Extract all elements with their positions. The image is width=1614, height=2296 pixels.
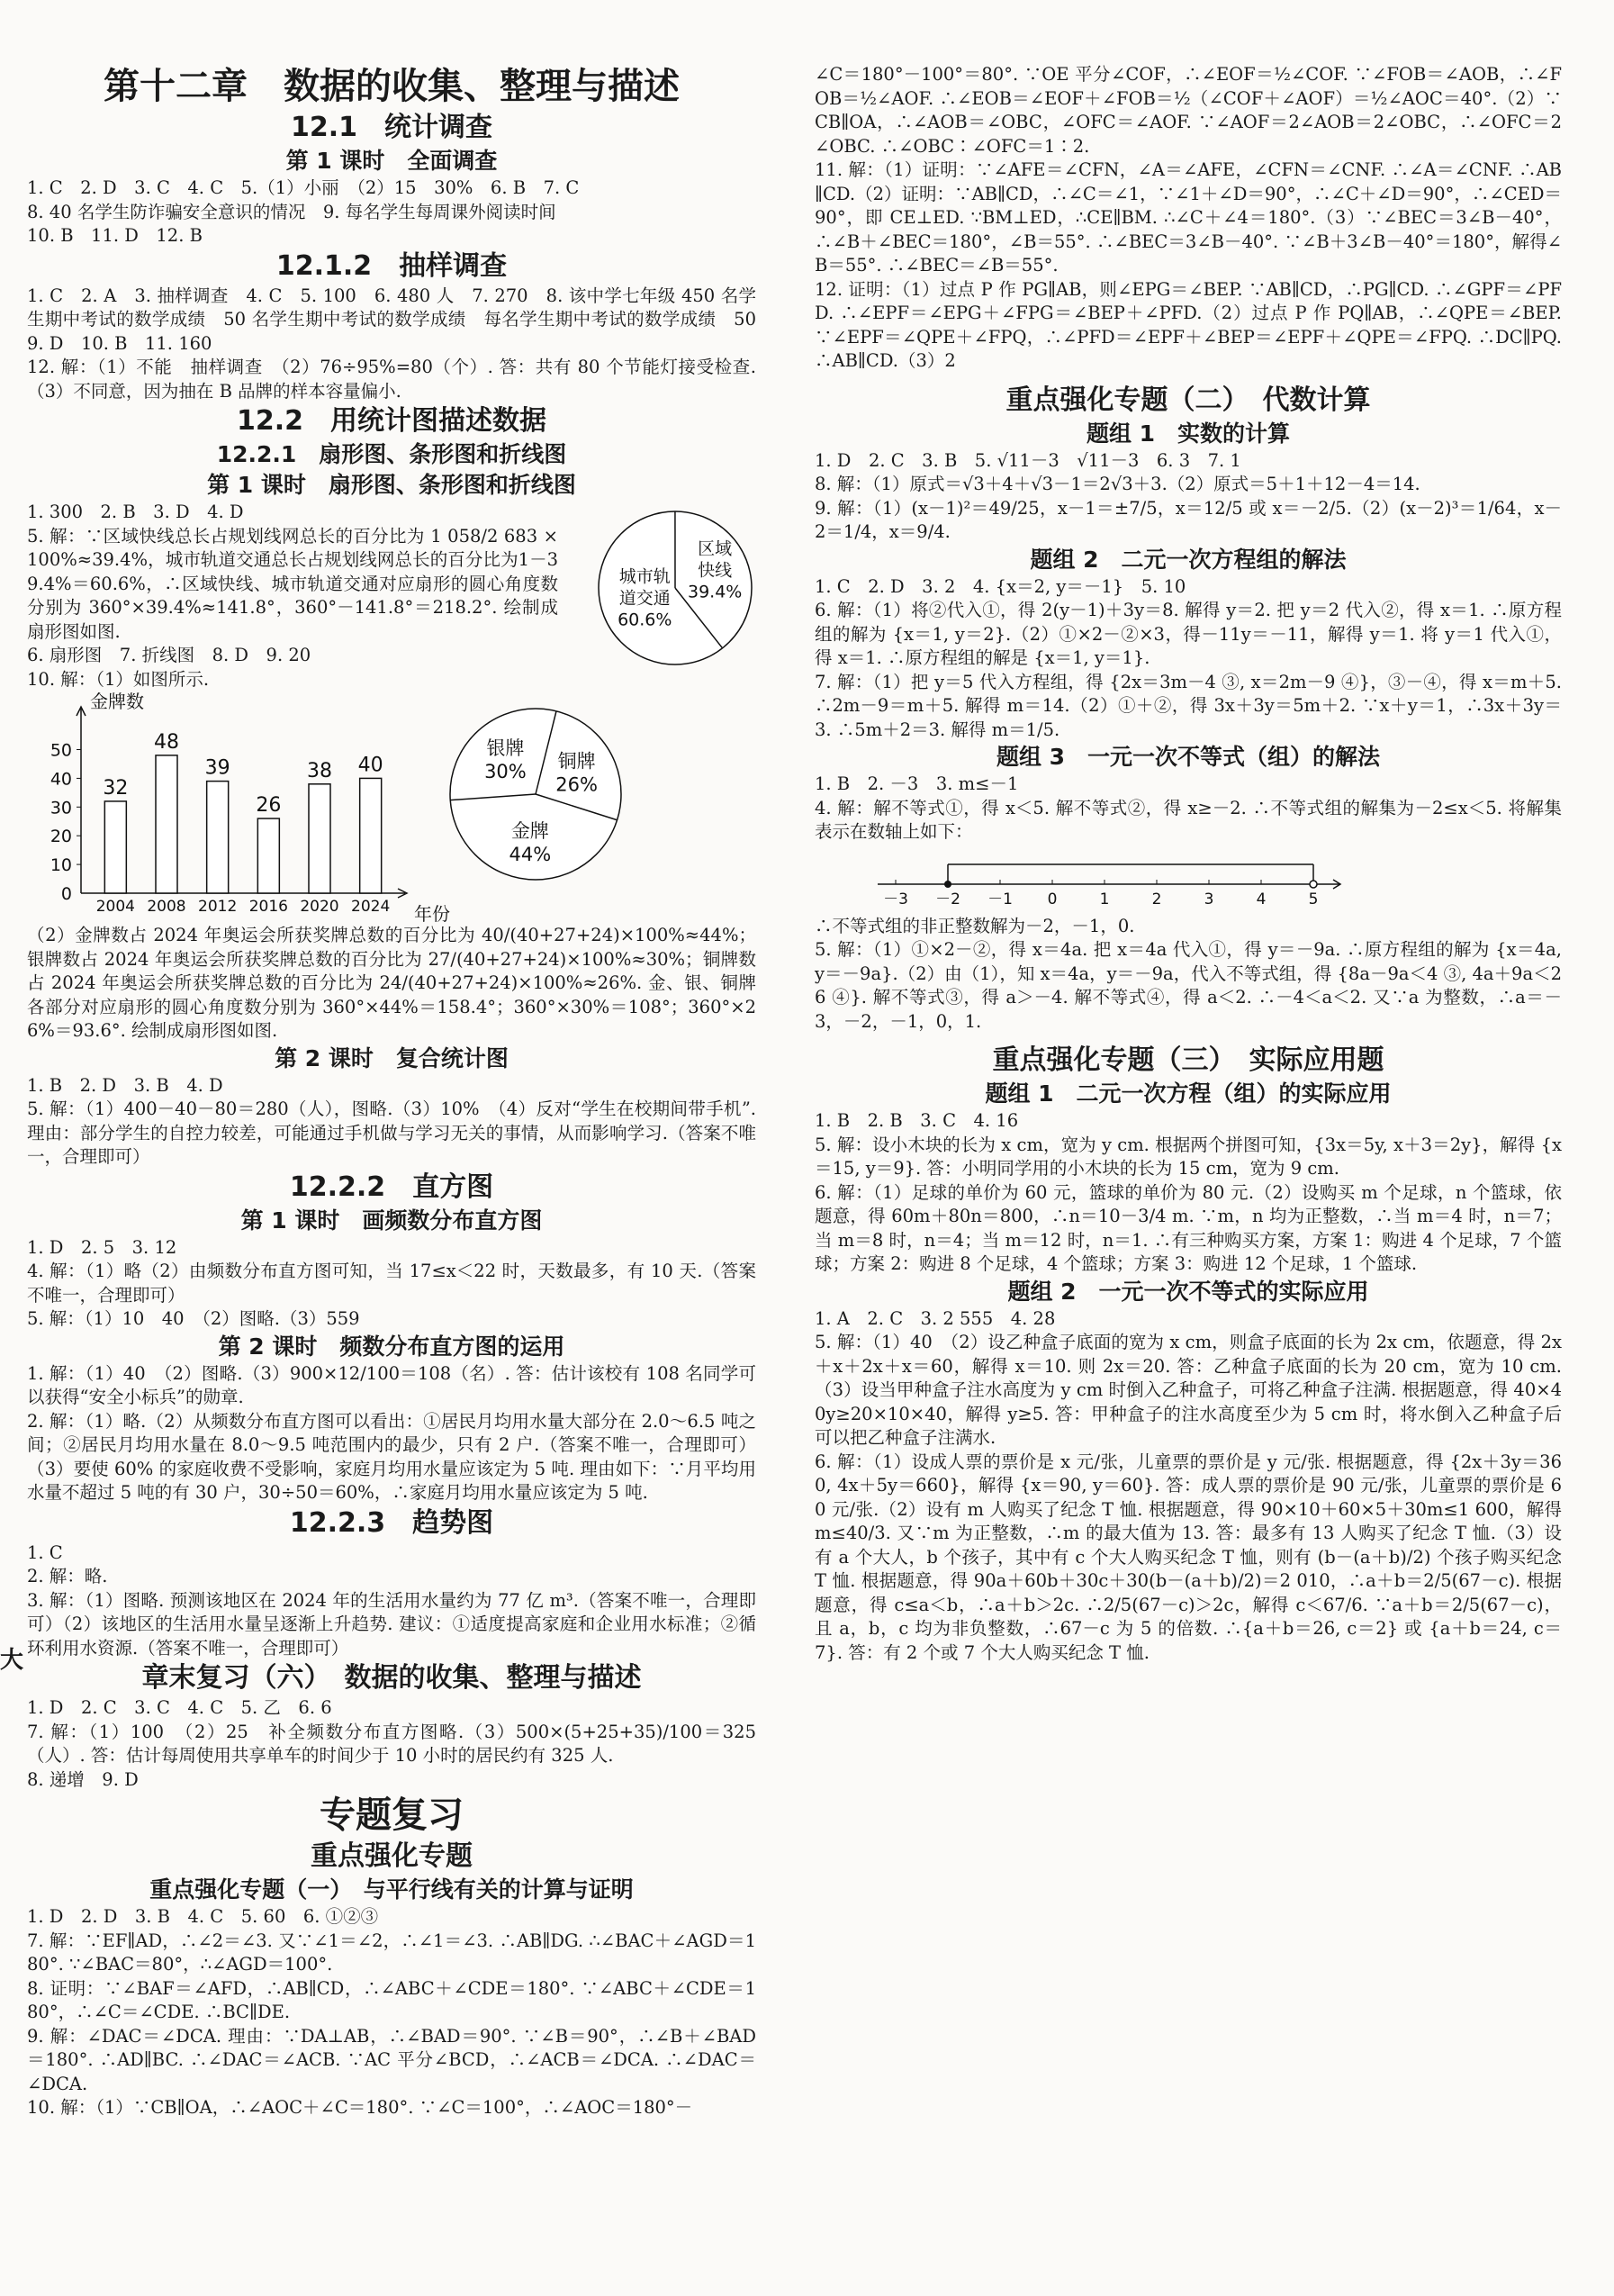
section-12-2: 12.2 用统计图描述数据 (236, 405, 547, 437)
pie-chart-medals (437, 704, 644, 884)
number-line-tick-label: －1 (987, 890, 1013, 908)
pie-slice-label: 城市轨 (618, 566, 671, 587)
group-heading: 题组 2 一元一次不等式的实际应用 (1007, 1278, 1369, 1305)
answer-line: 9. 解：∠DAC＝∠DCA. 理由：∵DA⊥AB，∴∠BAD＝90°. ∵∠B＝90°，∴∠B＋∠BAD＝180°. ∴AD∥BC. ∴∠DAC＝∠ACB. ∵AC 平分∠BCD，∴∠ACB＝∠DCA. ∴∠DAC＝∠DCA. (27, 2025, 756, 2094)
answer-line: 4. 解：（1）略（2）由频数分布直方图可知，当 17≤x＜22 时，天数最多，有 10 天.（答案不唯一，合理即可） (27, 1261, 756, 1306)
lesson-heading: 第 1 课时 扇形图、条形图和折线图 (207, 472, 576, 498)
y-tick-label: 40 (50, 769, 72, 790)
answer-line: 8. 解：（1）原式＝√3＋4＋√3－1＝2√3＋3.（2）原式＝5＋1＋12－4＝14. (815, 474, 1420, 494)
bar-value-label: 38 (307, 759, 332, 782)
number-line-tick-label: 4 (1256, 890, 1267, 908)
x-tick-label: 2024 (351, 898, 391, 916)
answer-line: ∴不等式组的非正整数解为－2，－1，0. (815, 915, 1135, 936)
answer-line: 5. 解：（1）10 40 （2）图略.（3）559 (27, 1308, 360, 1329)
answer-line: 1. 300 2. B 3. D 4. D (27, 502, 244, 522)
answer-line: 8. 40 名学生防诈骗安全意识的情况 9. 每名学生每周课外阅读时间 (27, 201, 556, 222)
bar (309, 784, 330, 893)
medal-figures (27, 691, 756, 925)
side-mark: 大 (0, 1647, 24, 1674)
group-heading: 题组 1 实数的计算 (1086, 420, 1291, 447)
right-column (815, 63, 1562, 1665)
answer-line: 1. C 2. A 3. 抽样调查 4. C 5. 100 6. 480 人 7. 270 8. 该中学七年级 450 名学生期中考试的数学成绩 50 名学生期中考试的数学成绩 每名学生期中考试的数学成绩 50 9. D 10. B 11. 160 (27, 285, 774, 354)
topic-review-subtitle: 重点强化专题 (311, 1840, 473, 1872)
topic-1-title: 重点强化专题（一） 与平行线有关的计算与证明 (149, 1876, 634, 1903)
answer-line: 1. C (27, 1541, 63, 1563)
bar (156, 755, 177, 893)
section-12-2-1: 12.2.1 扇形图、条形图和折线图 (216, 441, 567, 467)
answer-line: 5. 解：（1）①×2－②，得 x＝4a. 把 x＝4a 代入①，得 y＝－9a. ∴原方程组的解为 {x＝4a, y＝－9a}.（2）由（1），知 x＝4a，y＝－9a，代入不等式组，得 {8a－9a＜4 ③, 4a＋9a＜26 ④}. 解不等式③，得 a＞－4. 解不等式④，得 a＜2. ∴－4＜a＜2. 又∵a 为整数，∴a＝－3，－2，－1，0，1. (815, 939, 1563, 1032)
bar (257, 818, 279, 893)
chapter-title: 第十二章 数据的收集、整理与描述 (104, 66, 680, 107)
bar-chart-gold-medals (27, 691, 450, 925)
pie-slice-value: 39.4% (687, 582, 743, 602)
section-12-2-3: 12.2.3 趋势图 (289, 1506, 494, 1539)
y-tick-label: 30 (50, 798, 72, 818)
x-tick-label: 2008 (147, 898, 186, 916)
pie-slice-value: 60.6% (618, 610, 672, 630)
answer-line: 6. 扇形图 7. 折线图 8. D 9. 20 (27, 645, 311, 665)
answer-line: （2）金牌数占 2024 年奥运会所获奖牌总数的百分比为 40/(40+27+24)×100%≈44%；银牌数占 2024 年奥运会所获奖牌总数的百分比为 27/(40+27+24)×100%≈30%；铜牌数占 2024 年奥运会所获奖牌总数的百分比为 24/(40+27+24)×100%≈26%. 金、银、铜牌各部分对应扇形的圆心角度数分别为 360°×44%＝158.4°；360°×30%＝108°；360°×26%＝93.6°. 绘制成扇形图如图. (27, 925, 756, 1041)
answer-line: 2. 解：略. (27, 1566, 108, 1586)
x-axis-label: 年份 (414, 903, 450, 925)
bar (104, 801, 126, 893)
answer-line: 3. 解：（1）图略. 预测该地区在 2024 年的生活用水量约为 77 亿 m³.（答案不唯一，合理即可）（2）该地区的生活用水量呈逐渐上升趋势. 建议：①适度提高家庭和企业用水标准；②循环利用水资源.（答案不唯一，合理即可） (27, 1589, 756, 1659)
answer-line: 5. 解：∵区域快线总长占规划线网总长的百分比为 1 058/2 683 ×100%≈39.4%，城市轨道交通总长占规划线网总长的百分比为1－39.4%＝60.6%，∴区域快线、城市轨道交通对应扇形的圆心角度数分别为 360°×39.4%≈141.8°，360°－141.8°＝218.2°. 绘制成扇形图如图. (27, 525, 558, 642)
answer-line: 4. 解：解不等式①，得 x＜5. 解不等式②，得 x≥－2. ∴不等式组的解集为－2≤x＜5. 将解集表示在数轴上如下： (815, 797, 1562, 842)
answer-line: 1. B 2. B 3. C 4. 16 (815, 1110, 1019, 1131)
answer-line: 5. 解：（1）40 （2）设乙种盒子底面的宽为 x cm，则盒子底面的长为 2x cm，依题意，得 2x＋x＋2x＋x＝60，解得 x＝10. 则 2x＝20. 答：乙种盒子底面的长为 20 cm，宽为 10 cm.（3）设当甲种盒子注水高度为 y cm 时倒入乙种盒子，可将乙种盒子注满. 根据题意，得 40×40y≥20×10×40，解得 y≥5. 答：甲种盒子的注水高度至少为 5 cm 时，将水倒入乙种盒子后可以把乙种盒子注满水. (815, 1332, 1562, 1448)
chapter-review-title: 章末复习（六） 数据的收集、整理与描述 (141, 1662, 642, 1694)
x-tick-label: 2020 (300, 898, 339, 916)
pie-chart-transit (594, 507, 756, 669)
bar-value-label: 32 (103, 776, 129, 800)
bar-value-label: 40 (357, 754, 383, 777)
pie-slice-label: 银牌 (486, 737, 525, 759)
answer-line: 5. 解：设小木块的长为 x cm，宽为 y cm. 根据两个拼图可知，{3x＝5y, x＋3＝2y}，解得 {x＝15, y＝9}. 答：小明同学用的小木块的长为 15 cm，宽为 9 cm. (815, 1134, 1562, 1179)
open-endpoint (1310, 881, 1317, 888)
answer-line: 1. C 2. D 3. 2 4. {x＝2, y＝－1} 5. 10 (815, 575, 1186, 597)
group-heading: 题组 2 二元一次方程组的解法 (1030, 546, 1347, 573)
pie-slice-value: 44% (509, 843, 552, 865)
answer-line: 1. B 2. －3 3. m≤－1 (815, 773, 1019, 794)
x-tick-label: 2004 (95, 898, 135, 916)
lesson-heading: 第 2 课时 复合统计图 (275, 1044, 509, 1071)
section-12-1-2: 12.1.2 抽样调查 (275, 249, 508, 282)
y-tick-label: 10 (50, 855, 72, 876)
closed-endpoint (944, 881, 951, 888)
answer-line: 7. 解：（1）100 （2）25 补全频数分布直方图略.（3）500×(5+25+35)/100＝325（人）. 答：估计每周使用共享单车的时间少于 10 小时的居民约有 325 人. (27, 1721, 756, 1766)
answer-line: ∠C＝180°－100°＝80°. ∵OE 平分∠COF，∴∠EOF＝½∠COF. ∵∠FOB＝∠AOB，∴∠FOB＝½∠AOF. ∴∠EOB＝∠EOF＋∠FOB＝½（∠COF＋∠AOF）＝½∠AOC＝40°.（2）∵CB∥OA，∴∠AOB＝∠OBC，∠OFC＝∠AOF. ∵∠AOF＝2∠AOB＝2∠OBC，∴∠OFC＝2∠OBC. ∴∠OBC∶∠OFC＝1∶2. (815, 64, 1562, 157)
answer-line: 6. 解：（1）将②代入①，得 2(y－1)＋3y＝8. 解得 y＝2. 把 y＝2 代入②，得 x＝1. ∴原方程组的解为 {x＝1, y＝2}.（2）①×2－②×3，得－11y＝－11，解得 y＝1. 将 y＝1 代入①，得 x＝1. ∴原方程组的解是 {x＝1, y＝1}. (815, 600, 1562, 668)
topic-2-title: 重点强化专题（二） 代数计算 (1005, 384, 1371, 416)
y-tick-label: 20 (50, 827, 72, 847)
x-tick-label: 2012 (198, 898, 238, 916)
group-heading: 题组 1 二元一次方程（组）的实际应用 (985, 1080, 1392, 1107)
answer-line: 1. B 2. D 3. B 4. D (27, 1074, 223, 1096)
answer-line: 2. 解：（1）略.（2）从频数分布直方图可以看出：①居民月均用水量大部分在 2.0～6.5 吨之间；②居民月均用水量在 8.0～9.5 吨范围内的最少，只有 2 户.（答案不唯一，合理即可）（3）要使 60% 的家庭收费不受影响，家庭月均用水量应该定为 5 吨. 理由如下：∵月平均用水量不超过 5 吨的有 30 户，30÷50＝60%，∴家庭月均用水量应该定为 5 吨. (27, 1410, 756, 1503)
y-tick-label: 50 (50, 740, 72, 761)
answer-line: 7. 解：（1）把 y＝5 代入方程组，得 {2x＝3m－4 ③, x＝2m－9 ④}，③－④，得 x＝m＋5. ∴2m－9＝m＋5. 解得 m＝14.（2）①＋②，得 3x＋3y＝5m＋2. ∵x＋y＝1，∴3x＋3y＝3. ∴5m＋2＝3. 解得 m＝1/5. (815, 671, 1562, 740)
number-line-tick-label: 3 (1204, 890, 1214, 908)
number-line-tick-label: 0 (1047, 890, 1058, 908)
section-12-1: 12.1 统计调查 (290, 112, 493, 143)
number-line-figure (815, 848, 1562, 911)
bar (360, 778, 382, 893)
answer-line: 1. C 2. D 3. C 4. C 5.（1）小丽 （2）15 30% 6. B 7. C (27, 177, 580, 198)
pie-slice-value: 26% (555, 773, 598, 796)
answer-line: 1. D 2. C 3. B 5. √11－3 √11－3 6. 3 7. 1 (815, 449, 1241, 471)
lesson-heading: 第 2 课时 频数分布直方图的运用 (218, 1333, 565, 1360)
answer-line: 12. 证明：（1）过点 P 作 PG∥AB，则∠EPG＝∠BEP. ∵AB∥CD，∴PG∥CD. ∴∠GPF＝∠PFD. ∴∠EPF＝∠EPG＋∠FPG＝∠BEP＋∠PFD.（2）过点 P 作 PQ∥AB，∴∠QPE＝∠BEP. ∵∠EPF＝∠QPE＋∠FPQ，∴∠PFD＝∠EPF＋∠BEP＝∠EPF＋∠QPE＝∠FPQ. ∴DC∥PQ. ∴AB∥CD.（3）2 (815, 278, 1562, 371)
topic-3-title: 重点强化专题（三） 实际应用题 (992, 1044, 1384, 1076)
bar-value-label: 39 (204, 756, 230, 780)
bar-value-label: 26 (256, 794, 282, 818)
number-line-tick-label: 2 (1151, 890, 1162, 908)
number-line-tick-label: 5 (1308, 890, 1319, 908)
answer-line: 1. A 2. C 3. 2 555 4. 28 (815, 1307, 1056, 1329)
pie-slice-label: 金牌 (510, 819, 549, 842)
answer-line: 8. 证明：∵∠BAF＝∠AFD，∴AB∥CD，∴∠ABC＋∠CDE＝180°. ∵∠ABC＋∠CDE＝180°，∴∠C＝∠CDE. ∴BC∥DE. (27, 1977, 756, 2022)
answer-line: 10. 解：（1）∵CB∥OA，∴∠AOC＋∠C＝180°. ∵∠C＝100°，∴∠AOC＝180°－ (27, 2097, 693, 2118)
answer-line: 1. 解：（1）40 （2）图略.（3）900×12/100＝108（名）. 答：估计该校有 108 名同学可以获得“安全小标兵”的勋章. (27, 1362, 756, 1407)
left-column (27, 63, 774, 2120)
number-line (869, 848, 1409, 911)
answer-line: 7. 解：∵EF∥AD，∴∠2＝∠3. 又∵∠1＝∠2，∴∠1＝∠3. ∴AB∥DG. ∴∠BAC＋∠AGD＝180°. ∵∠BAC＝80°，∴∠AGD＝100°. (27, 1930, 756, 1975)
answer-line: 12. 解：（1）不能 抽样调查 （2）76÷95%=80（个）. 答：共有 80 个节能灯接受检查.（3）不同意，因为抽在 B 品牌的样本容量偏小. (27, 357, 756, 402)
lesson-heading: 第 1 课时 画频数分布直方图 (240, 1207, 543, 1234)
answer-line: 6. 解：（1）足球的单价为 60 元，篮球的单价为 80 元.（2）设购买 m 个足球，n 个篮球，依题意，得 60m＋80n＝800，∴n＝10－3/4 m. ∵m，n 均为正整数，∴当 m＝4 时，n＝7；当 m＝8 时，n＝4；当 m＝12 时，n＝1. ∴有三种购买方案，方案 1：购进 4 个足球，7 个篮球；方案 2：购进 8 个足球，4 个篮球；方案 3：购进 12 个足球，1 个篮球. (815, 1181, 1562, 1274)
answer-line: 11. 解：（1）证明：∵∠AFE＝∠CFN，∠A＝∠AFE，∠CFN＝∠CNF. ∴∠A＝∠CNF. ∴AB∥CD.（2）证明：∵AB∥CD，∴∠C＝∠1，∵∠1＋∠D＝90°，∴∠C＋∠D＝90°，∴∠CED＝90°，即 CE⊥ED. ∵BM⊥ED，∴CE∥BM. ∴∠C＋∠4＝180°.（3）∵∠BEC＝3∠B－40°，∴∠B＋∠BEC＝180°，∠B＝55°. ∴∠BEC＝3∠B－40°. ∵∠B＋3∠B－40°＝180°，解得∠B＝55°. ∴∠BEC＝∠B＝55°. (815, 159, 1562, 276)
y-axis-label: 金牌数 (90, 691, 144, 712)
answer-line: 8. 递增 9. D (27, 1768, 139, 1790)
y-tick-label: 0 (60, 884, 72, 904)
bar (207, 782, 229, 893)
answer-line: 1. D 2. D 3. B 4. C 5. 60 6. ①②③ (27, 1906, 379, 1927)
answer-line: 1. D 2. C 3. C 4. C 5. 乙 6. 6 (27, 1697, 332, 1718)
number-line-tick-label: －2 (935, 890, 960, 908)
answer-line: 10. 解：（1）如图所示. (27, 668, 210, 690)
topic-review-title: 专题复习 (320, 1794, 464, 1836)
pie-slice-label: 铜牌 (557, 750, 596, 773)
number-line-tick-label: －3 (883, 890, 908, 908)
answer-line: 5. 解：（1）400－40－80＝280（人），图略.（3）10% （4）反对“学生在校期间带手机”. 理由：部分学生的自控力较差，可能通过手机做与学习无关的事情，从而影响学习.（答案不唯一，合理即可） (27, 1098, 756, 1167)
answer-line: 1. D 2. 5 3. 12 (27, 1236, 177, 1258)
answer-line: 9. 解：（1）(x－1)²＝49/25，x－1＝±7/5，x＝12/5 或 x＝－2/5.（2）(x－2)³＝1/64，x－2＝1/4，x＝9/4. (815, 497, 1563, 542)
answer-line: 6. 解：（1）设成人票的票价是 x 元/张，儿童票的票价是 y 元/张. 根据题意，得 {2x＋3y＝360, 4x＋5y＝660}，解得 {x＝90, y＝60}. 答：成人票的票价是 90 元/张，儿童票的票价是 60 元/张.（2）设有 m 人购买了纪念 T 恤. 根据题意，得 90×10＋60×5＋30m≤1 600，解得 m≤40/3. 又∵m 为正整数，∴m 的最大值为 13. 答：最多有 13 人购买了纪念 T 恤.（3）设有 a 个大人，b 个孩子，其中有 c 个大人购买纪念 T 恤，则有 (b－(a＋b)/2) 个孩子购买纪念 T 恤. 根据题意，得 90a＋60b＋30c＋30(b－(a＋b)/2)＝2 010，∴a＋b＝2/5(67－c). 根据题意，得 c≤a＜b，∴a＋b＞2c. ∴2/5(67－c)＞2c，解得 c＜67/6. ∵a＋b＝2/5(67－c)，且 a，b，c 均为非负整数，∴67－c 为 5 的倍数. ∴{a＋b＝26, c＝2} 或 {a＋b＝24, c＝7}. 答：有 2 个或 7 个大人购买纪念 T 恤. (815, 1451, 1562, 1663)
section-12-2-2: 12.2.2 直方图 (289, 1171, 494, 1203)
group-heading: 题组 3 一元一次不等式（组）的解法 (996, 744, 1381, 770)
pie-slice-label: 道交通 (618, 588, 671, 609)
x-tick-label: 2016 (248, 898, 288, 916)
pie-slice-value: 30% (484, 760, 527, 782)
bar-value-label: 48 (154, 730, 179, 754)
q5-block (27, 525, 756, 645)
pie-slice-label: 快线 (698, 560, 733, 581)
pie-slice-label: 区域 (698, 538, 733, 559)
number-line-tick-label: 1 (1099, 890, 1110, 908)
lesson-heading: 第 1 课时 全面调查 (285, 148, 498, 174)
answer-line: 10. B 11. D 12. B (27, 225, 203, 246)
